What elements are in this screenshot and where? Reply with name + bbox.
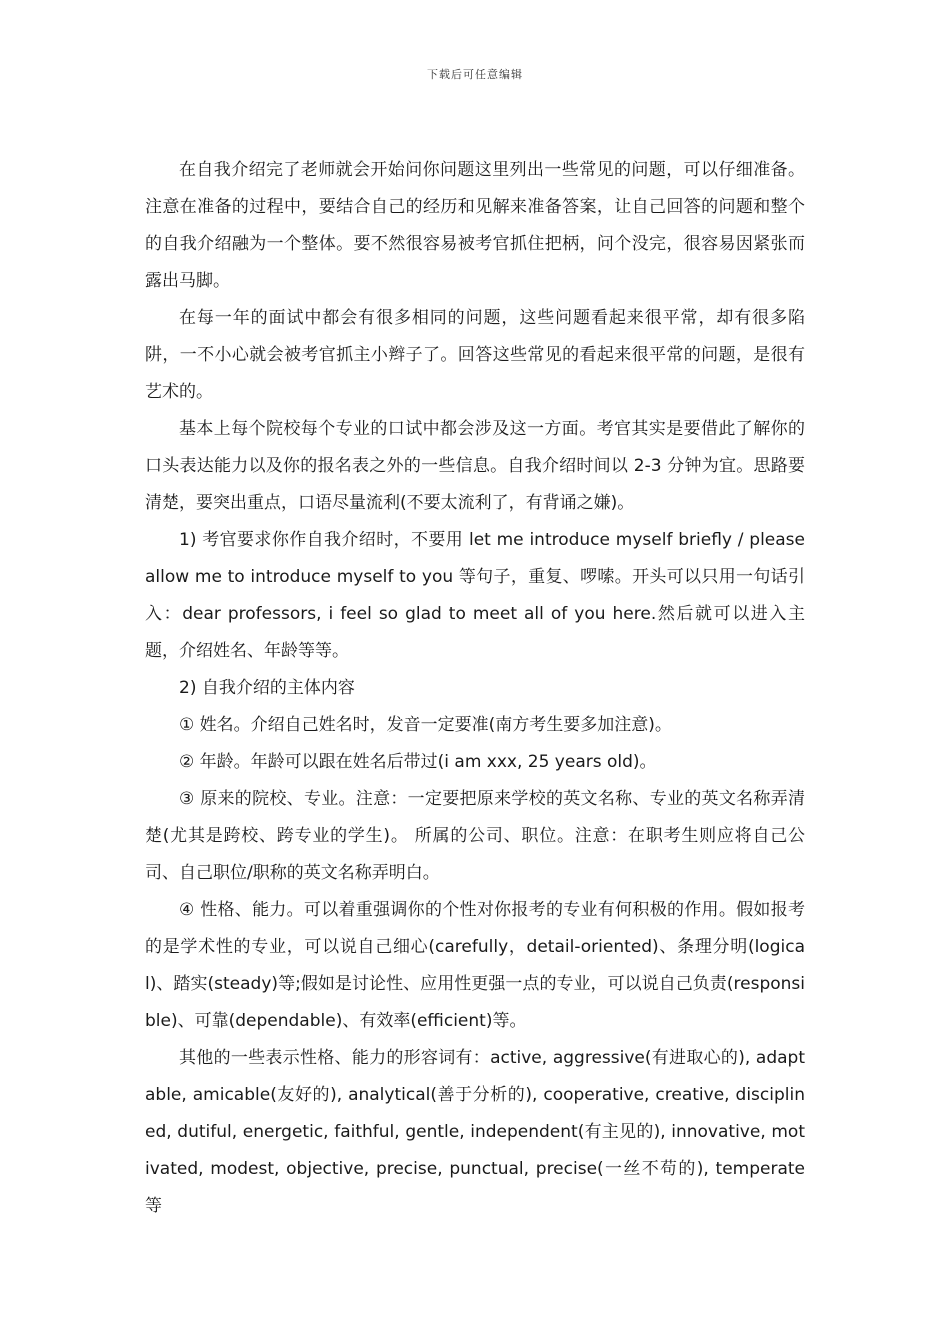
paragraph-self-intro-overview: 基本上每个院校每个专业的口试中都会涉及这一方面。考官其实是要借此了解你的口头表达能力以及你的报名表之外的一些信息。自我介绍时间以 2-3 分钟为宜。思路要清楚，要突出重点，口语尽量流利(不要太流利了，有背诵之嫌)。 — [145, 419, 805, 513]
paragraph-intro-questions: 在自我介绍完了老师就会开始问你问题这里列出一些常见的问题，可以仔细准备。注意在准备的过程中，要结合自己的经历和见解来准备答案，让自己回答的问题和整个的自我介绍融为一个整体。要不然很容易被考官抓住把柄，问个没完，很容易因紧张而露出马脚。 — [145, 160, 805, 291]
document-body — [145, 152, 805, 1225]
list-item-school-major: ③ 原来的院校、专业。注意：一定要把原来学校的英文名称、专业的英文名称弄清楚(尤其是跨校、跨专业的学生)。 所属的公司、职位。注意：在职考生则应将自己公司、自己职位/职称的英文名称弄明白。 — [145, 789, 805, 883]
paragraph-adjectives-list: 其他的一些表示性格、能力的形容词有：active, aggressive(有进取心的), adaptable, amicable(友好的), analytical(善于分析的), cooperative, creative, disciplined, dutiful, energetic, faithful, gentle, independent(有主见的), innovative, motivated, modest, objective, precise, punctual, precise(一丝不苟的), temperate 等 — [145, 1048, 805, 1216]
paragraph-common-questions: 在每一年的面试中都会有很多相同的问题，这些问题看起来很平常，却有很多陷阱，一不小心就会被考官抓主小辫子了。回答这些常见的看起来很平常的问题，是很有艺术的。 — [145, 308, 805, 402]
list-item-personality-ability: ④ 性格、能力。可以着重强调你的个性对你报考的专业有何积极的作用。假如报考的是学术性的专业，可以说自己细心(carefully，detail-oriented)、条理分明(logical)、踏实(steady)等;假如是讨论性、应用性更强一点的专业，可以说自己负责(responsible)、可靠(dependable)、有效率(efficient)等。 — [145, 900, 805, 1031]
paragraph-main-content-heading: 2) 自我介绍的主体内容 — [179, 678, 355, 698]
paragraph-opening-advice: 1) 考官要求你作自我介绍时，不要用 let me introduce myself briefly / please allow me to introduce myself to you 等句子，重复、啰嗦。开头可以只用一句话引入：dear professors, i feel so glad to meet all of you here.然后就可以进入主题，介绍姓名、年龄等等。 — [145, 530, 805, 661]
list-item-name: ① 姓名。介绍自己姓名时，发音一定要准(南方考生要多加注意)。 — [179, 715, 672, 735]
page-header: 下载后可任意编辑 — [427, 68, 523, 81]
list-item-age: ② 年龄。年龄可以跟在姓名后带过(i am xxx, 25 years old)。 — [179, 752, 657, 772]
